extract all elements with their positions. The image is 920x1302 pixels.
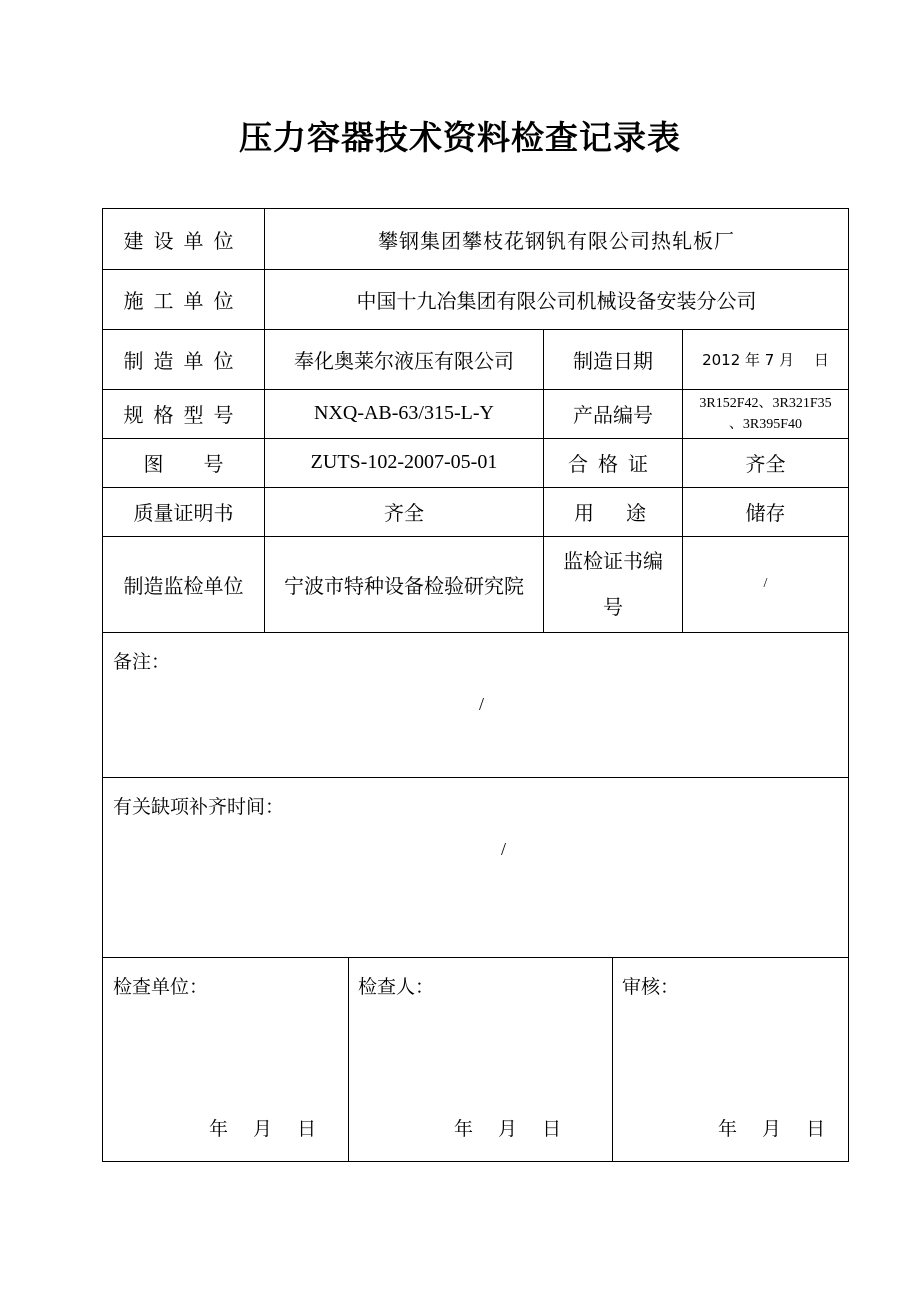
page-title: 压力容器技术资料检查记录表 [239, 118, 681, 157]
drawing-value: ZUTS-102-2007-05-01 [310, 451, 498, 473]
mfg-date-label: 制造日期 [573, 348, 653, 373]
usage-value: 储存 [745, 501, 786, 525]
constructor-label: 施工单位 [123, 288, 244, 313]
inspection-record-table [102, 208, 849, 1162]
certificate-label: 合格证 [568, 452, 658, 476]
row-divider [103, 777, 848, 778]
product-no-value [683, 389, 848, 438]
spec-value: NXQ-AB-63/315-L-Y [314, 402, 494, 424]
column-divider [348, 957, 349, 1162]
supervision-unit-label: 制造监检单位 [123, 573, 244, 598]
row-divider [103, 957, 848, 958]
column-divider [612, 957, 613, 1162]
constructor-value: 中国十九冶集团有限公司机械设备安装分公司 [356, 288, 757, 313]
supervision-unit-value: 宁波市特种设备检验研究院 [284, 573, 524, 598]
deficiency-value: / [501, 839, 507, 859]
manufacturer-label: 制造单位 [123, 348, 244, 373]
product-no-label: 产品编号 [573, 403, 653, 427]
quality-cert-label: 质量证明书 [133, 501, 234, 525]
usage-label: 用 途 [574, 501, 652, 525]
remarks-value: / [479, 694, 485, 714]
inspector-date: 年 月 日 [454, 1118, 562, 1140]
quality-cert-value: 齐全 [384, 501, 424, 525]
row-divider [103, 632, 848, 633]
builder-value: 攀钢集团攀枝花钢钒有限公司热轧板厂 [378, 228, 735, 253]
product-no-line1: 3R152F42、3R321F35 [699, 395, 832, 411]
supervision-cert-value: / [763, 576, 768, 591]
drawing-label: 图 号 [143, 452, 224, 476]
certificate-value: 齐全 [745, 452, 786, 476]
deficiency-label: 有关缺项补齐时间： [113, 796, 285, 818]
inspector-label: 检查人： [358, 976, 435, 998]
product-no-line2: 、3R395F40 [728, 416, 803, 432]
remarks-label: 备注： [113, 651, 171, 673]
review-date: 年 月 日 [718, 1118, 826, 1140]
inspect-unit-date: 年 月 日 [209, 1118, 317, 1140]
review-label: 审核： [622, 976, 680, 998]
builder-label: 建设单位 [123, 228, 244, 253]
inspect-unit-label: 检查单位： [113, 976, 209, 998]
manufacturer-value: 奉化奥莱尔液压有限公司 [294, 348, 514, 373]
spec-label: 规格型号 [123, 403, 244, 427]
mfg-date-value: 2012 年 7 月 日 [702, 350, 829, 369]
supervision-cert-label: 监检证书编号 [563, 549, 663, 619]
